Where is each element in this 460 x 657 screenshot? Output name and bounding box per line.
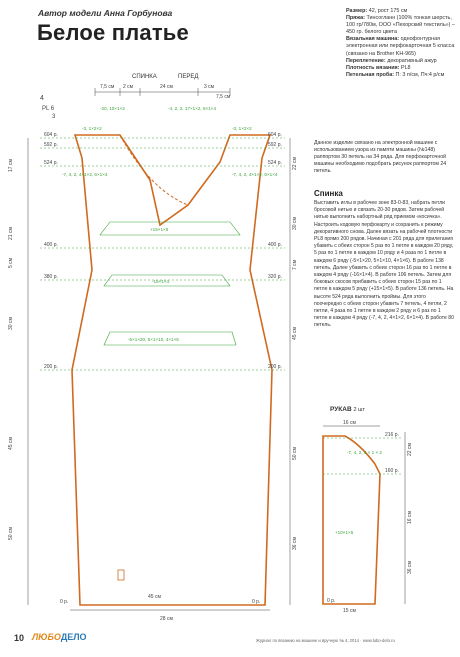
formula-neck-front: -4, 2, 2, 17×1×2, 6×1×4: [168, 106, 217, 111]
svg-text:400 р.: 400 р.: [268, 242, 282, 248]
svg-text:7,5 см: 7,5 см: [100, 84, 115, 90]
footer-text: Журнал по вязанию на машине и вручную № 4, 2014 · www.lubo-delo.ru: [256, 638, 395, 643]
spec-block: [346, 8, 456, 79]
intro-text: Данное изделие связано на электронной машине с использованием узора из памяти машины (№148) раппортом 30 петель на 34 ряда. Для перфокарточной машины необходимо подобрать рисунок раппортом 24 петель.: [314, 140, 447, 174]
label-pered: ПЕРЕД: [178, 74, 199, 80]
svg-text:PL 6: PL 6: [42, 106, 55, 112]
svg-text:200 р.: 200 р.: [268, 364, 282, 370]
page-number: 10: [14, 633, 25, 643]
svg-text:7,5 см: 7,5 см: [216, 94, 231, 100]
spec-yarn: Пряжа: Тинсогланн (100% тонкая шерсть, 100 гр/780м, ООО «Пехорский текстиль») – 450 гр. белого цвета: [346, 15, 455, 36]
svg-text:0 р.: 0 р.: [60, 599, 69, 605]
svg-text:45 см: 45 см: [292, 327, 298, 340]
formula-hip-decrease: -5×1×20, 5×1×10, 4×1×6: [128, 337, 179, 342]
svg-text:7 см: 7 см: [292, 259, 298, 270]
svg-text:16 см: 16 см: [343, 420, 356, 426]
page-title: Белое платье: [37, 20, 189, 45]
sleeve-title: РУКАВ 2 шт: [330, 406, 365, 413]
svg-text:320 р.: 320 р.: [268, 274, 282, 280]
author-line: Автор модели Анна Горбунова: [38, 8, 173, 18]
svg-text:0 р.: 0 р.: [327, 598, 336, 604]
svg-text:2 см: 2 см: [123, 84, 134, 90]
svg-text:15 см: 15 см: [343, 608, 356, 614]
svg-text:524 р.: 524 р.: [44, 160, 58, 166]
svg-text:30 см: 30 см: [8, 317, 14, 330]
svg-text:36 см: 36 см: [407, 561, 413, 574]
formula-neck-back: -20, 10×1×2: [100, 106, 125, 111]
formula-armhole-right: -7, 4, 2, 4×1×2, 6×1×4: [232, 172, 278, 177]
sleeve-formula-cap: -7, 4, 2, 5 × 1 × 2: [347, 450, 382, 455]
back-section-title: Спинка: [314, 189, 343, 198]
svg-text:524 р.: 524 р.: [268, 160, 282, 166]
sleeve-outline: [323, 436, 380, 604]
svg-text:45 см: 45 см: [8, 437, 14, 450]
label-spinka: СПИНКА: [132, 74, 157, 80]
svg-text:22 см: 22 см: [292, 157, 298, 170]
spec-gauge: Петельная проба: П: 3 п/см, Пч:4 р/см: [346, 71, 445, 78]
formula-armhole-left: -7, 4, 2, 4×1×2, 6×1×4: [62, 172, 108, 177]
svg-text:3: 3: [52, 114, 56, 120]
svg-text:216 р.: 216 р.: [385, 432, 399, 438]
svg-text:160 р.: 160 р.: [385, 468, 399, 474]
svg-text:380 р.: 380 р.: [44, 274, 58, 280]
formula-side-increase: +15×1×5: [150, 227, 169, 232]
svg-text:4: 4: [40, 95, 44, 102]
pl8-mark-icon: [118, 570, 124, 580]
svg-text:604 р.: 604 р.: [268, 132, 282, 138]
spec-machine: Вязальная машина: однофонтурная электронная или перфокарточная 5 класса (связано на Brother KH-965): [346, 36, 455, 57]
sleeve-formula-increase: +10×1×5: [335, 530, 354, 535]
svg-text:400 р.: 400 р.: [44, 242, 58, 248]
svg-text:0 р.: 0 р.: [252, 599, 261, 605]
spec-size: Размер: 42, рост 175 см: [346, 8, 408, 14]
formula-shoulder-left: -3, 1×2×2: [82, 126, 102, 131]
svg-text:50 см: 50 см: [8, 527, 14, 540]
dress-pattern-diagram: [0, 70, 320, 630]
svg-text:592 р.: 592 р.: [268, 142, 282, 148]
svg-text:17 см: 17 см: [8, 159, 14, 172]
svg-text:45 см: 45 см: [148, 594, 161, 600]
svg-text:36 см: 36 см: [292, 537, 298, 550]
formula-shoulder-right: -3, 1×2×2: [232, 126, 252, 131]
svg-text:30 см: 30 см: [292, 217, 298, 230]
svg-text:22 см: 22 см: [407, 443, 413, 456]
svg-text:5 см: 5 см: [8, 257, 14, 268]
svg-text:604 р.: 604 р.: [44, 132, 58, 138]
svg-text:28 см: 28 см: [160, 616, 173, 622]
svg-text:592 р.: 592 р.: [44, 142, 58, 148]
svg-text:24 см: 24 см: [160, 84, 173, 90]
magazine-logo: ЛЮБОДЕЛО: [32, 632, 87, 642]
spec-density: Плотность вязания: PL8: [346, 64, 411, 71]
back-section-text: Выставить иглы в рабочее зоне 83-0-83, набрать петли бросовой нитью и связать 20-30 рядов. Затем рабочей нитью выполнить набортный ряд приемом «косичка». Настроить кодовую перфокарту и сохранить к режиму декоративного снова. Далее вязать на рабочей плотности PL8 прямо 200 рядов. Начиная с 201 ряда для прилегания убавить с обеих сторон 5 раз по 1 петле в каждом 20 ряду, 5 раз по 1 петле в каждом 10 ряду и 4 раза по 1 петле в каждом 6 ряду (-5×1×20, 5×1×10, 4×1×6). В работе 138 петель. Далее убавить с обеих сторон 16 раз по 1 петле в каждом 4 ряду (-16×1×4). В работе 106 петель. Затем для боковых скосов прибавить с обеих сторон 15 раз по 1 петле в каждом 5 ряду (+15×1×5). В работе 136 петель. На высоте 524 ряда выполнить проймы. Для этого поочередно с обеих сторон убавить 7 петель, 4 петли, 2 петли, 4 раза по 1 петле в каждом 2 ряду и 6 раз по 1 петле в каждом 4 ряду (-7, 4, 2, 4×1×2, 6×1×4). В работе 80 петель.: [314, 200, 454, 329]
svg-text:21 см: 21 см: [8, 227, 14, 240]
formula-waist-decrease: -16×1×4: [152, 279, 170, 284]
svg-text:16 см: 16 см: [407, 511, 413, 524]
svg-text:3 см: 3 см: [204, 84, 215, 90]
sleeve-diagram: [305, 414, 420, 614]
svg-text:200 р.: 200 р.: [44, 364, 58, 370]
svg-text:50 см: 50 см: [292, 447, 298, 460]
spec-stitch: Переплетение: декоративный ажур: [346, 57, 437, 64]
